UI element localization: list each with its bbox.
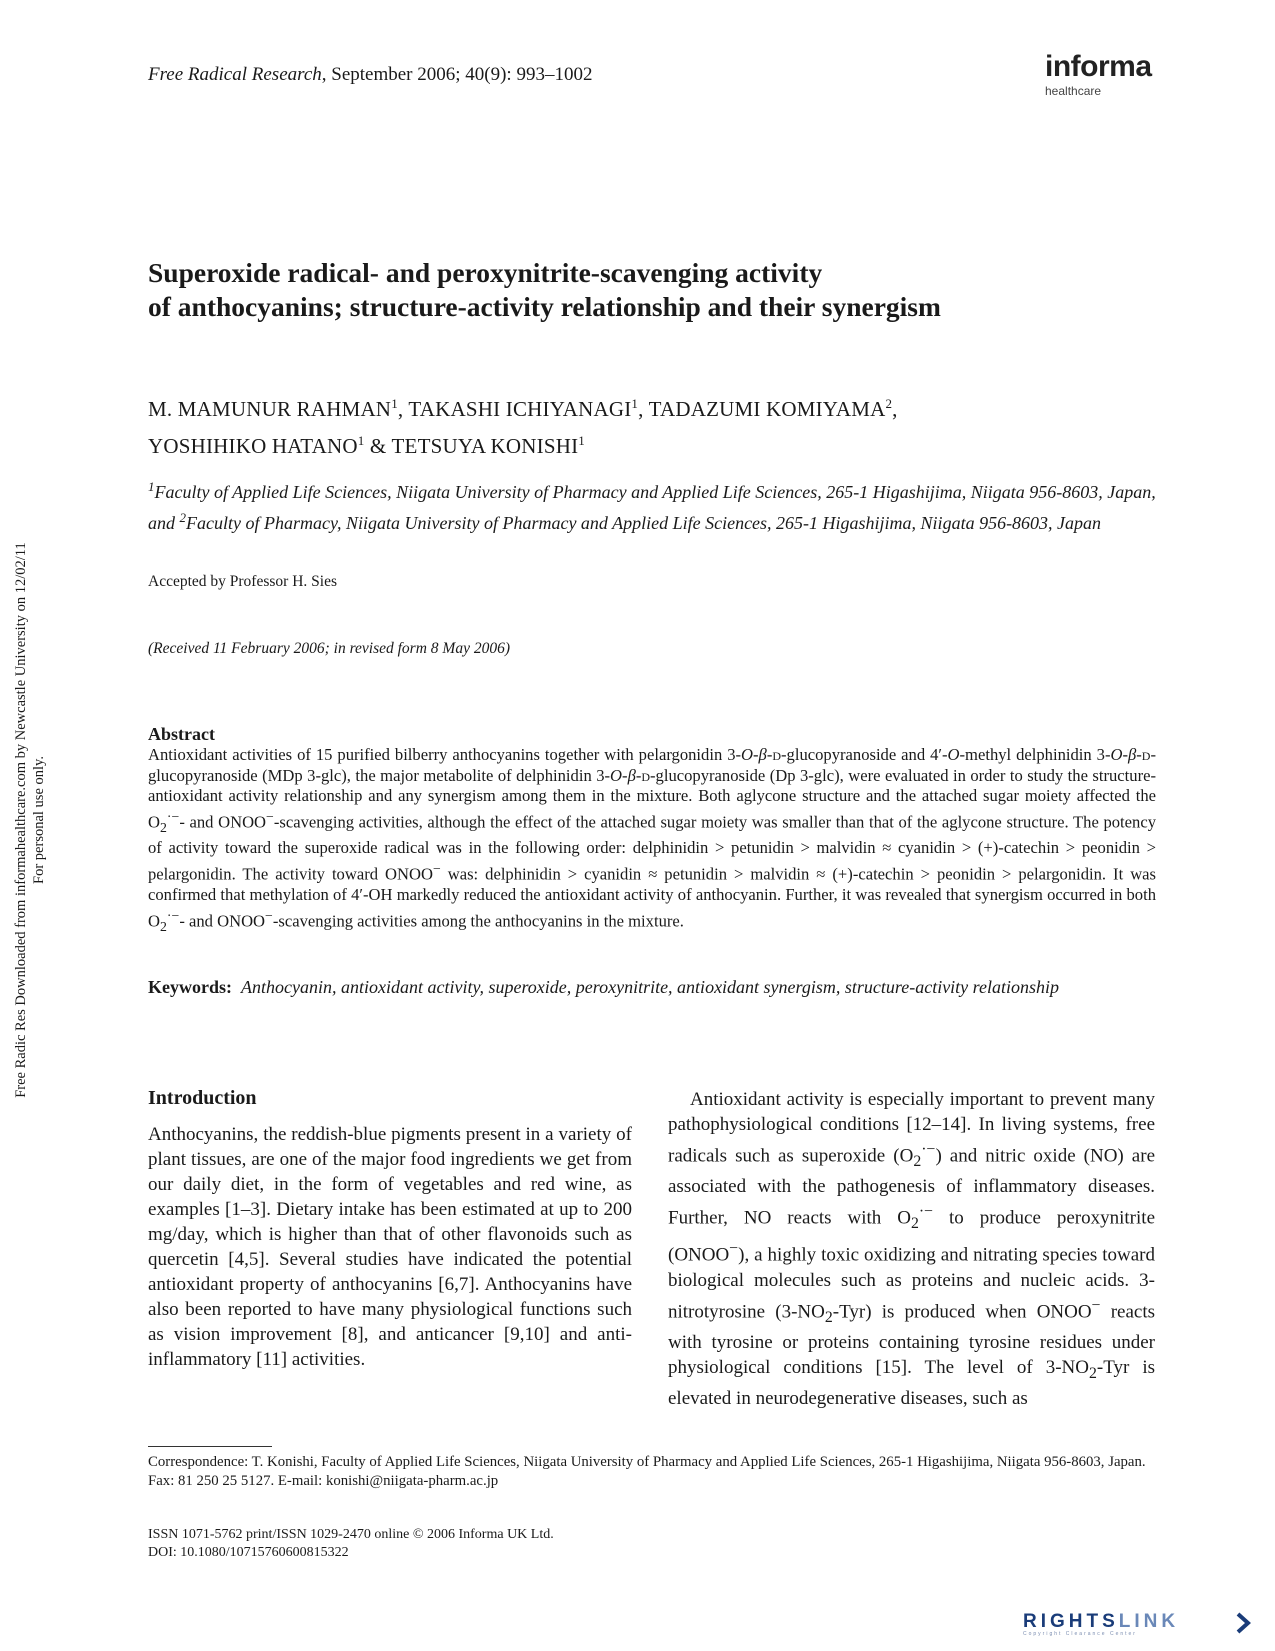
title-line-2: of anthocyanins; structure-activity relationship and their synergism xyxy=(148,291,941,322)
informa-logo xyxy=(1045,52,1155,98)
abstract-text: -glucopyranoside (MDp 3-glc), the major metabolite of delphinidin 3- xyxy=(148,745,1156,785)
abstract-text: -glucopyranoside (Dp 3-glc), were evaluated in order to study the structure-antioxidant activity relationship and any synergism among them in the mixture. Both aglycone structure and the attached sugar moiety affected the O xyxy=(148,765,1156,832)
journal-name: Free Radical Research xyxy=(148,64,322,85)
affil-1-marker: 1 xyxy=(148,479,155,494)
intro-right-text: ), a highly toxic oxidizing and nitrating species toward biological molecules such as proteins and nucleic acids. 3-nitrotyrosine (3-NO xyxy=(668,1244,1155,1322)
footnote-rule xyxy=(148,1446,272,1447)
author-2: TAKASHI ICHIYANAGI xyxy=(408,397,632,421)
abstract-text: and ONOO xyxy=(184,911,266,931)
keywords-label: Keywords: xyxy=(148,977,232,997)
article-title xyxy=(148,256,1148,324)
intro-right-text: reacts with tyrosine or proteins containing tyrosine residues under physiological conditions [15]. The level of 3-NO xyxy=(668,1300,1155,1378)
title-line-1: Superoxide radical- and peroxynitrite-scavenging activity xyxy=(148,257,823,288)
received-dates: (Received 11 February 2006; in revised form 8 May 2006) xyxy=(148,640,510,657)
issn-doi xyxy=(148,1526,848,1562)
download-stamp-line-1: Free Radic Res Downloaded from informahealthcare.com by Newcastle University on 12/02/11 xyxy=(13,542,29,1098)
intro-right-text: Antioxidant activity is especially important to prevent many pathophysiological conditions [12–14]. In living systems, free radicals such as superoxide (O xyxy=(668,1089,1155,1167)
abstract-body: Antioxidant activities of 15 purified bilberry anthocyanins together with pelargonidin 3-O-β-d-glucopyranoside and 4′-O-methyl delphinidin 3-O-β-d-glucopyranoside (MDp 3-glc), the major metabolite of delphinidin 3-O-β-d-glucopyranoside (Dp 3-glc), were evaluated in order to study the structure-antioxidant activity relationship and any synergism among them in the mixture. Both aglycone structure and the attached sugar moiety affected the $O_2^{\cdot-}-$ and ONOO−-scavenging activities, although the effect of the attached sugar moiety was smaller than that of the aglycone structure. The potency of activity toward the superoxide radical was in the following order: delphinidin > petunidin > malvidin ≈ cyanidin > (+)-catechin > peonidin > pelargonidin. The activity toward ONOO− was: delphinidin > cyanidin ≈ petunidin > malvidin ≈ (+)-catechin > peonidin > pelargonidin. It was confirmed that methylation of 4′-OH markedly reduced the antioxidant activity of anthocyanin. Further, it was revealed that synergism occurred in both $O_2^{\cdot-}-$ and ONOO−-scavenging activities among the anthocyanins in the mixture. xyxy=(148,745,1156,934)
rightslink-dark: RIGHTS xyxy=(1023,1611,1119,1632)
introduction-right-column: Antioxidant activity is especially important to prevent many pathophysiological conditions [12–14]. In living systems, free radicals such as superoxide $(O_2^{\cdot-})$ and nitric oxide (NO) are associated with the pathogenesis of inflammatory diseases. Further, NO reacts with $O_2^{\cdot-}$ to produce peroxynitrite (ONOO−), a highly toxic oxidizing and nitrating species toward biological molecules such as proteins and nucleic acids. 3-nitrotyrosine $(3-NO_2-Tyr)$ is produced when ONOO− reacts with tyrosine or proteins containing tyrosine residues under physiological conditions [15]. The level of $3-NO_2$-Tyr is elevated in neurodegenerative diseases, such as xyxy=(668,1089,1155,1409)
issn: ISSN 1071-5762 print/ISSN 1029-2470 online © 2006 Informa UK Ltd. xyxy=(148,1527,554,1542)
intro-right-text: ) and nitric oxide (NO) are associated with the pathogenesis of inflammatory diseases. Further, NO reacts with O xyxy=(668,1145,1155,1229)
download-stamp xyxy=(0,500,60,1140)
keywords-text: Anthocyanin, antioxidant activity, superoxide, peroxynitrite, antioxidant synergism, structure-activity relationship xyxy=(241,977,1060,997)
rightslink-chevron-icon xyxy=(1234,1612,1254,1634)
author-list: M. MAMUNUR RAHMAN$^1$, TAKASHI ICHIYANAGI$^1$, TADAZUMI KOMIYAMA$^2$, YOSHIHIKO HATANO$^1$ & TETSUYA KONISHI$^1$ xyxy=(148,396,898,458)
author-3-affil: 2 xyxy=(885,396,893,411)
author-1: M. MAMUNUR RAHMAN xyxy=(148,397,392,421)
logo-word: informa xyxy=(1045,50,1152,83)
intro-right-text: -Tyr) is produced when ONOO xyxy=(832,1300,1092,1322)
abstract-heading: Abstract xyxy=(148,724,215,744)
journal-citation xyxy=(148,64,592,86)
journal-details: , September 2006; 40(9): 993–1002 xyxy=(321,64,593,85)
rightslink-light: LINK xyxy=(1118,1611,1180,1632)
introduction-heading: Introduction xyxy=(148,1087,257,1109)
abstract-text: -glucopyranoside and 4′- xyxy=(781,745,948,764)
author-3: TADAZUMI KOMIYAMA xyxy=(648,397,886,421)
doi: DOI: 10.1080/10715760600815322 xyxy=(148,1545,349,1560)
author-4-affil: 1 xyxy=(357,433,365,448)
rightslink-logo[interactable] xyxy=(1023,1611,1179,1637)
abstract-text: -methyl delphinidin 3- xyxy=(959,745,1111,764)
abstract-text: and ONOO xyxy=(184,812,267,832)
introduction-left-column: Anthocyanins, the reddish-blue pigments present in a variety of plant tissues, are one of the major food ingredients we get from our daily diet, in the form of vegetables and red wine, as examples [1–3]. Dietary intake has been estimated at up to 200 mg/day, which is higher than that of other flavonoids such as quercetin [4,5]. Several studies have indicated the potential antioxidant property of anthocyanins [6,7]. Anthocyanins have also been reported to have many physiological functions such as vision improvement [8], and anticancer [9,10] and anti-inflammatory [11] activities. xyxy=(148,1124,632,1370)
affiliation-1: Faculty of Applied Life Sciences, Niigata University of Pharmacy and Applied Life Sciences, 265-1 Higashijima, Niigata 956-8603, Japan, and xyxy=(148,482,1156,533)
intro-right-text: to produce peroxynitrite (ONOO xyxy=(668,1207,1155,1266)
author-5: TETSUYA KONISHI xyxy=(391,434,579,458)
rightslink-caption: Copyright Clearance Center xyxy=(1023,1631,1137,1637)
intro-right-text: -Tyr is elevated in neurodegenerative diseases, such as xyxy=(668,1356,1155,1409)
author-5-affil: 1 xyxy=(578,433,585,448)
affiliations xyxy=(148,474,1158,536)
abstract-text: -scavenging activities among the anthocyanins in the mixture. xyxy=(272,911,684,931)
abstract-text: Antioxidant activities of 15 purified bilberry anthocyanins together with pelargonidin 3- xyxy=(148,745,742,764)
abstract-text: was: delphinidin > cyanidin ≈ petunidin > malvidin ≈ (+)-catechin > peonidin > pelargonidin. It was confirmed that methylation of 4′-OH markedly reduced the antioxidant activity of anthocyanin. Further, it was revealed that synergism occurred in both O xyxy=(148,864,1156,931)
abstract-text: -scavenging activities, although the effect of the attached sugar moiety was smaller than that of the aglycone structure. The potency of activity toward the superoxide radical was in the following order: delphinidin > petunidin > malvidin ≈ cyanidin > (+)-catechin > peonidin > pelargonidin. The activity toward ONOO xyxy=(148,812,1156,884)
download-stamp-line-2: For personal use only. xyxy=(31,756,47,884)
author-2-affil: 1 xyxy=(631,396,639,411)
author-1-affil: 1 xyxy=(391,396,398,411)
author-4: YOSHIHIKO HATANO xyxy=(148,434,358,458)
correspondence: Correspondence: T. Konishi, Faculty of Applied Life Sciences, Niigata University of Pharmacy and Applied Life Sciences, 265-1 Higashijima, Niigata 956-8603, Japan. Fax: 81 250 25 5127. E-mail: konishi@niigata-pharm.ac.jp xyxy=(148,1454,1146,1489)
affil-2-marker: 2 xyxy=(179,510,186,525)
affiliation-2: Faculty of Pharmacy, Niigata University of Pharmacy and Applied Life Sciences, 265-1 Higashijima, Niigata 956-8603, Japan xyxy=(186,513,1102,533)
keywords xyxy=(148,975,1158,999)
accepted-by: Accepted by Professor H. Sies xyxy=(148,573,337,590)
logo-sub: healthcare xyxy=(1045,84,1102,98)
